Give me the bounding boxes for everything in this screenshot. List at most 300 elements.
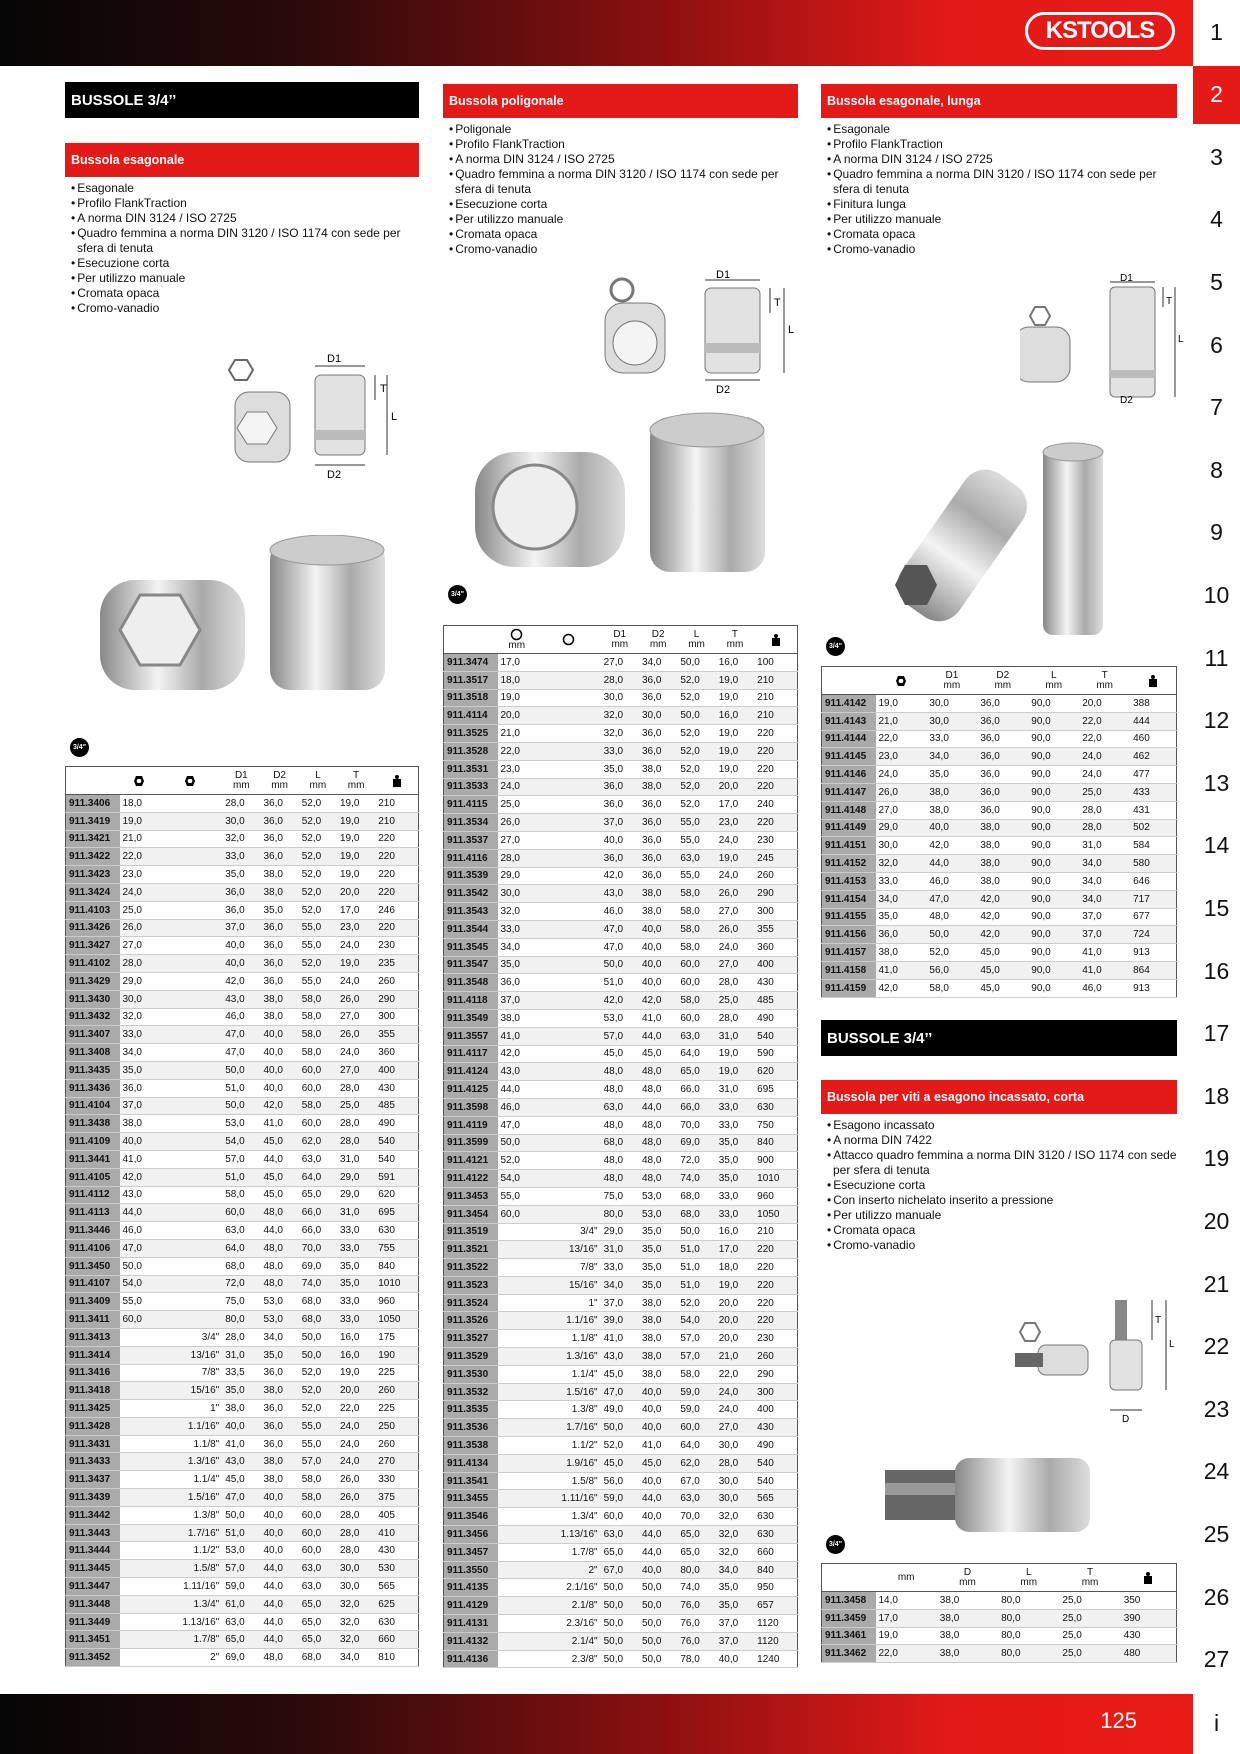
- table-cell: 45,0: [601, 1454, 639, 1472]
- table-cell: [536, 1098, 601, 1116]
- table-cell: 63,0: [677, 849, 715, 867]
- table-cell: 68,0: [677, 1187, 715, 1205]
- article-number: 911.3429: [66, 972, 120, 990]
- table-cell: 19,0: [337, 955, 375, 973]
- table-cell: 52,0: [677, 760, 715, 778]
- table-row: [822, 783, 1177, 801]
- table-cell: 52,0: [299, 901, 337, 919]
- table-cell: 40,0: [260, 1061, 298, 1079]
- chapter-tab-2[interactable]: 2: [1193, 66, 1240, 126]
- table-row: [822, 1627, 1177, 1645]
- table-cell: 67,0: [601, 1561, 639, 1579]
- feature-list: [445, 122, 800, 257]
- table-cell: [536, 1134, 601, 1152]
- table-row: [444, 1632, 798, 1650]
- table-cell: 40,0: [926, 819, 977, 837]
- table-cell: 32,0: [222, 830, 260, 848]
- table-cell: 90,0: [1028, 695, 1079, 713]
- header-text: L: [693, 628, 700, 640]
- article-number: 911.3422: [66, 848, 120, 866]
- table-cell: 61,0: [222, 1595, 260, 1613]
- table-row: [66, 812, 419, 830]
- chapter-tab-18[interactable]: 18: [1193, 1067, 1240, 1127]
- table-cell: 58,0: [677, 992, 715, 1010]
- article-number: 911.3530: [444, 1365, 498, 1383]
- table-cell: 69,0: [677, 1134, 715, 1152]
- product-title: Bussola esagonale, lunga: [821, 84, 1177, 118]
- article-number: 911.4113: [66, 1204, 120, 1222]
- chapter-tab-6[interactable]: 6: [1193, 316, 1240, 376]
- table-cell: [536, 654, 601, 672]
- hex-bit-dimension-diagram: [1010, 1295, 1180, 1425]
- table-cell: 58,0: [677, 938, 715, 956]
- table-cell: 30,0: [222, 812, 260, 830]
- article-number: 911.3538: [444, 1437, 498, 1455]
- chapter-tab-11[interactable]: 11: [1193, 629, 1240, 689]
- table-row: [822, 944, 1177, 962]
- column-header: [1130, 667, 1176, 695]
- table-cell: 35,0: [926, 766, 977, 784]
- table-cell: 42,0: [876, 979, 927, 997]
- table-cell: 30,0: [926, 712, 977, 730]
- column-header: [937, 1564, 998, 1592]
- table-cell: 90,0: [1028, 819, 1079, 837]
- table-cell: 26,0: [337, 1489, 375, 1507]
- table-cell: 60,0: [677, 1419, 715, 1437]
- table-row: [822, 890, 1177, 908]
- article-number: 911.3537: [444, 831, 498, 849]
- table-cell: 42,0: [977, 926, 1028, 944]
- table-cell: 90,0: [1028, 908, 1079, 926]
- table-cell: 36,0: [977, 712, 1028, 730]
- page-number: 125: [1100, 1708, 1137, 1733]
- table-cell: [120, 1489, 158, 1507]
- table-cell: 220: [375, 919, 418, 937]
- article-number: 911.3517: [444, 671, 498, 689]
- table-cell: 220: [375, 866, 418, 884]
- column-header: [639, 626, 677, 654]
- table-row: [444, 707, 798, 725]
- table-cell: 21,0: [716, 1348, 754, 1366]
- table-cell: [536, 1063, 601, 1081]
- column-header: [1028, 667, 1079, 695]
- table-cell: 50,0: [601, 1632, 639, 1650]
- table-cell: 50,0: [677, 654, 715, 672]
- article-number: 911.4104: [66, 1097, 120, 1115]
- table-cell: 210: [754, 1223, 797, 1241]
- chapter-tab-16[interactable]: 16: [1193, 942, 1240, 1002]
- table-row: [822, 748, 1177, 766]
- chapter-tab-5[interactable]: 5: [1193, 253, 1240, 313]
- table-cell: 68,0: [299, 1293, 337, 1311]
- table-cell: 36,0: [601, 849, 639, 867]
- table-cell: 63,0: [299, 1150, 337, 1168]
- table-cell: 33,0: [716, 1116, 754, 1134]
- table-cell: 290: [754, 885, 797, 903]
- table-cell: 220: [375, 848, 418, 866]
- table-cell: 29,0: [337, 1168, 375, 1186]
- chapter-tab-9[interactable]: 9: [1193, 504, 1240, 564]
- table-cell: 430: [1121, 1627, 1177, 1645]
- table-cell: 24,0: [716, 831, 754, 849]
- article-number: 911.4143: [822, 712, 876, 730]
- table-cell: 28,0: [498, 849, 536, 867]
- table-cell: [498, 1526, 536, 1544]
- table-cell: 48,0: [601, 1170, 639, 1188]
- table-cell: 37,0: [601, 814, 639, 832]
- table-cell: 50,0: [222, 1061, 260, 1079]
- feature-item: • A norma DIN 3124 / ISO 2725: [67, 211, 422, 226]
- article-number: 911.3408: [66, 1044, 120, 1062]
- header-text: L: [1050, 669, 1057, 681]
- article-number: 911.3445: [66, 1560, 120, 1578]
- table-cell: 28,0: [337, 1506, 375, 1524]
- table-cell: 1.1/2": [536, 1437, 601, 1455]
- table-row: [444, 1490, 798, 1508]
- table-cell: 565: [375, 1578, 418, 1596]
- table-row: [66, 955, 419, 973]
- header-text: mm: [1081, 1576, 1099, 1588]
- table-cell: 230: [375, 937, 418, 955]
- dim-label-d2: D2: [716, 384, 731, 396]
- table-cell: 50,0: [222, 1097, 260, 1115]
- table-cell: 57,0: [601, 1027, 639, 1045]
- table-cell: 290: [375, 990, 418, 1008]
- dim-label-t: T: [380, 383, 387, 395]
- table-cell: [498, 1454, 536, 1472]
- table-cell: 58,0: [299, 1097, 337, 1115]
- table-cell: 17,0: [498, 654, 536, 672]
- table-cell: 36,0: [260, 919, 298, 937]
- table-cell: 460: [1130, 730, 1176, 748]
- chapter-tab-23[interactable]: 23: [1193, 1380, 1240, 1440]
- table-cell: 1.1/8": [158, 1435, 222, 1453]
- table-cell: 38,0: [639, 760, 677, 778]
- table-row: [444, 1116, 798, 1134]
- chapter-tab-27[interactable]: 27: [1193, 1631, 1240, 1691]
- table-cell: 67,0: [677, 1472, 715, 1490]
- table-cell: 1.13/16": [536, 1526, 601, 1544]
- table-cell: [536, 725, 601, 743]
- table-row: [66, 937, 419, 955]
- table-cell: 38,0: [120, 1115, 158, 1133]
- table-row: [444, 1009, 798, 1027]
- table-cell: 19,0: [337, 1364, 375, 1382]
- table-cell: 33,0: [876, 872, 927, 890]
- section-title: BUSSOLE 3/4’’: [65, 82, 419, 118]
- chapter-tab-15[interactable]: 15: [1193, 879, 1240, 939]
- table-cell: 63,0: [601, 1526, 639, 1544]
- header-text: mm: [1045, 679, 1063, 691]
- table-cell: 540: [375, 1133, 418, 1151]
- feature-item: • Per utilizzo manuale: [823, 1208, 1179, 1223]
- chapter-tab-i[interactable]: i: [1193, 1694, 1240, 1754]
- article-number: 911.3455: [444, 1490, 498, 1508]
- table-cell: 42,0: [120, 1168, 158, 1186]
- table-cell: 68,0: [677, 1205, 715, 1223]
- table-cell: 22,0: [337, 1400, 375, 1418]
- table-cell: 1.7/16": [536, 1419, 601, 1437]
- header-text: mm: [688, 638, 705, 650]
- table-cell: 52,0: [299, 795, 337, 813]
- chapter-tab-4[interactable]: 4: [1193, 191, 1240, 251]
- table-cell: 19,0: [716, 849, 754, 867]
- table-cell: 41,0: [639, 1009, 677, 1027]
- table-cell: 42,0: [260, 1097, 298, 1115]
- table-cell: 1.7/8": [536, 1543, 601, 1561]
- table-cell: 50,0: [601, 1579, 639, 1597]
- table-cell: 25,0: [1059, 1609, 1120, 1627]
- table-cell: 63,0: [222, 1613, 260, 1631]
- table-row: [822, 908, 1177, 926]
- table-cell: 30,0: [926, 695, 977, 713]
- article-number: 911.3427: [66, 937, 120, 955]
- table-cell: 19,0: [716, 742, 754, 760]
- table-cell: 25,0: [716, 992, 754, 1010]
- chapter-tab-13[interactable]: 13: [1193, 754, 1240, 814]
- table-row: [444, 796, 798, 814]
- table-cell: 90,0: [1028, 944, 1079, 962]
- table-row: [66, 972, 419, 990]
- header-text: L: [315, 769, 321, 781]
- dim-label-l: L: [1169, 1339, 1175, 1350]
- article-number: 911.4118: [444, 992, 498, 1010]
- table-cell: 477: [1130, 766, 1176, 784]
- table-row: [66, 1311, 419, 1329]
- table-cell: 31,0: [1079, 837, 1130, 855]
- table-cell: 54,0: [222, 1133, 260, 1151]
- table-cell: 32,0: [716, 1543, 754, 1561]
- table-cell: [158, 866, 222, 884]
- table-row: [444, 1615, 798, 1633]
- chapter-tab-20[interactable]: 20: [1193, 1192, 1240, 1252]
- table-cell: 40,0: [260, 1489, 298, 1507]
- table-cell: 63,0: [601, 1098, 639, 1116]
- bi-hex-icon: [510, 629, 523, 640]
- chapter-tab-1[interactable]: 1: [1193, 3, 1240, 63]
- table-cell: 51,0: [222, 1168, 260, 1186]
- table-row: [444, 974, 798, 992]
- table-cell: 59,0: [601, 1490, 639, 1508]
- table-row: [822, 712, 1177, 730]
- feature-item: • Quadro femmina a norma DIN 3120 / ISO 1174 con sede per sfera di tenuta: [445, 167, 800, 197]
- table-cell: 26,0: [716, 920, 754, 938]
- table-cell: [120, 1471, 158, 1489]
- chapter-tab-3[interactable]: 3: [1193, 128, 1240, 188]
- table-cell: 51,0: [222, 1524, 260, 1542]
- table-cell: 1.3/4": [158, 1595, 222, 1613]
- chapter-tab-12[interactable]: 12: [1193, 692, 1240, 752]
- table-cell: 40,0: [639, 1383, 677, 1401]
- table-cell: 60,0: [299, 1115, 337, 1133]
- table-cell: [158, 1061, 222, 1079]
- feature-item: • Cromata opaca: [823, 227, 1179, 242]
- table-cell: 66,0: [299, 1204, 337, 1222]
- table-cell: 38,0: [977, 819, 1028, 837]
- table-row: [444, 1205, 798, 1223]
- table-cell: 47,0: [601, 920, 639, 938]
- table-cell: 40,0: [639, 938, 677, 956]
- table-cell: 23,0: [498, 760, 536, 778]
- table-cell: [498, 1650, 536, 1668]
- table-cell: [536, 689, 601, 707]
- table-cell: 24,0: [716, 1401, 754, 1419]
- table-cell: 41,0: [260, 1115, 298, 1133]
- table-row: [66, 901, 419, 919]
- column-header: [876, 667, 927, 695]
- socket-product-photo: [470, 412, 770, 577]
- table-cell: 59,0: [222, 1578, 260, 1596]
- table-cell: 540: [754, 1027, 797, 1045]
- table-cell: 52,0: [299, 848, 337, 866]
- table-cell: [158, 1150, 222, 1168]
- table-cell: 52,0: [677, 742, 715, 760]
- table-cell: 260: [375, 972, 418, 990]
- chapter-tab-21[interactable]: 21: [1193, 1255, 1240, 1315]
- table-cell: [536, 1116, 601, 1134]
- table-cell: 26,0: [876, 783, 927, 801]
- table-header: [822, 667, 1177, 695]
- feature-item: • Cromata opaca: [67, 286, 422, 301]
- table-cell: 47,0: [601, 1383, 639, 1401]
- table-cell: 48,0: [639, 1116, 677, 1134]
- feature-item: • Esecuzione corta: [823, 1178, 1179, 1193]
- article-number: 911.3474: [444, 654, 498, 672]
- table-cell: 76,0: [677, 1597, 715, 1615]
- chapter-tab-8[interactable]: 8: [1193, 441, 1240, 501]
- column-header: [977, 667, 1028, 695]
- table-cell: 65,0: [299, 1186, 337, 1204]
- chapter-tab-14[interactable]: 14: [1193, 817, 1240, 877]
- chapter-tab-19[interactable]: 19: [1193, 1130, 1240, 1190]
- table-cell: [498, 1365, 536, 1383]
- article-number: 911.4142: [822, 695, 876, 713]
- table-row: [66, 1595, 419, 1613]
- article-number: 911.3411: [66, 1311, 120, 1329]
- table-cell: 38,0: [937, 1645, 998, 1663]
- table-cell: [536, 974, 601, 992]
- table-cell: [158, 1222, 222, 1240]
- chapter-tab-17[interactable]: 17: [1193, 1005, 1240, 1065]
- article-number: 911.4132: [444, 1632, 498, 1650]
- table-cell: 65,0: [299, 1613, 337, 1631]
- table-cell: 584: [1130, 837, 1176, 855]
- table-cell: 47,0: [222, 1489, 260, 1507]
- table-cell: 17,0: [716, 1241, 754, 1259]
- table-cell: [158, 1239, 222, 1257]
- article-number: 911.4114: [444, 707, 498, 725]
- table-cell: 33,0: [926, 730, 977, 748]
- table-cell: 34,0: [120, 1044, 158, 1062]
- table-cell: [536, 671, 601, 689]
- table-row: [444, 1526, 798, 1544]
- drive-size-badge: 3/4": [826, 637, 845, 656]
- table-cell: 55,0: [299, 919, 337, 937]
- article-number: 911.3541: [444, 1472, 498, 1490]
- table-cell: 35,0: [716, 1170, 754, 1188]
- table-cell: 51,0: [677, 1241, 715, 1259]
- table-row: [444, 1597, 798, 1615]
- table-cell: 840: [375, 1257, 418, 1275]
- article-number: 911.3416: [66, 1364, 120, 1382]
- article-number: 911.4134: [444, 1454, 498, 1472]
- table-cell: 50,0: [639, 1632, 677, 1650]
- table-row: [66, 1471, 419, 1489]
- table-cell: 36,0: [601, 796, 639, 814]
- table-row: [66, 1417, 419, 1435]
- article-number: 911.3430: [66, 990, 120, 1008]
- chapter-tab-10[interactable]: 10: [1193, 566, 1240, 626]
- table-cell: [158, 812, 222, 830]
- table-cell: 55,0: [120, 1293, 158, 1311]
- table-cell: 100: [754, 654, 797, 672]
- weight-icon: [390, 775, 404, 786]
- article-number: 911.3413: [66, 1328, 120, 1346]
- table-cell: 36,0: [639, 742, 677, 760]
- table-cell: 480: [1121, 1645, 1177, 1663]
- chapter-tab-24[interactable]: 24: [1193, 1443, 1240, 1503]
- table-cell: 50,0: [601, 956, 639, 974]
- table-cell: 28,0: [222, 795, 260, 813]
- article-number: 911.3447: [66, 1578, 120, 1596]
- table-cell: 52,0: [677, 725, 715, 743]
- table-cell: 33,0: [222, 848, 260, 866]
- article-number: 911.4151: [822, 837, 876, 855]
- table-cell: 360: [754, 938, 797, 956]
- chapter-tab-26[interactable]: 26: [1193, 1568, 1240, 1628]
- table-cell: 44,0: [639, 1027, 677, 1045]
- table-cell: 60,0: [677, 974, 715, 992]
- table-cell: 21,0: [120, 830, 158, 848]
- table-cell: 90,0: [1028, 783, 1079, 801]
- table-cell: 29,0: [498, 867, 536, 885]
- table-cell: 50,0: [120, 1257, 158, 1275]
- table-cell: 630: [375, 1222, 418, 1240]
- table-cell: 36,0: [222, 901, 260, 919]
- table-cell: [120, 1578, 158, 1596]
- table-cell: 630: [754, 1508, 797, 1526]
- chapter-tab-22[interactable]: 22: [1193, 1318, 1240, 1378]
- table-row: [822, 819, 1177, 837]
- table-cell: [536, 956, 601, 974]
- table-cell: 90,0: [1028, 801, 1079, 819]
- table-cell: 540: [754, 1454, 797, 1472]
- table-cell: [536, 992, 601, 1010]
- table-header: [444, 626, 798, 654]
- table-cell: 32,0: [337, 1613, 375, 1631]
- table-cell: 40,0: [639, 1472, 677, 1490]
- column-header: [998, 1564, 1059, 1592]
- article-number: 911.4145: [822, 748, 876, 766]
- table-cell: [158, 1044, 222, 1062]
- article-number: 911.3449: [66, 1613, 120, 1631]
- table-cell: 57,0: [677, 1330, 715, 1348]
- table-cell: 25,0: [1059, 1592, 1120, 1610]
- table-row: [66, 1044, 419, 1062]
- socket-dimension-diagram: [215, 350, 405, 480]
- chapter-tab-25[interactable]: 25: [1193, 1505, 1240, 1565]
- table-row: [444, 1152, 798, 1170]
- article-number: 911.3426: [66, 919, 120, 937]
- table-cell: 40,0: [222, 1417, 260, 1435]
- article-number: 911.4109: [66, 1133, 120, 1151]
- chapter-tab-7[interactable]: 7: [1193, 379, 1240, 439]
- socket-product-photo: [885, 440, 1110, 640]
- table-cell: 28,0: [601, 671, 639, 689]
- table-cell: 913: [1130, 979, 1176, 997]
- feature-item: • Cromo-vanadio: [67, 301, 422, 316]
- table-cell: 30,0: [716, 1437, 754, 1455]
